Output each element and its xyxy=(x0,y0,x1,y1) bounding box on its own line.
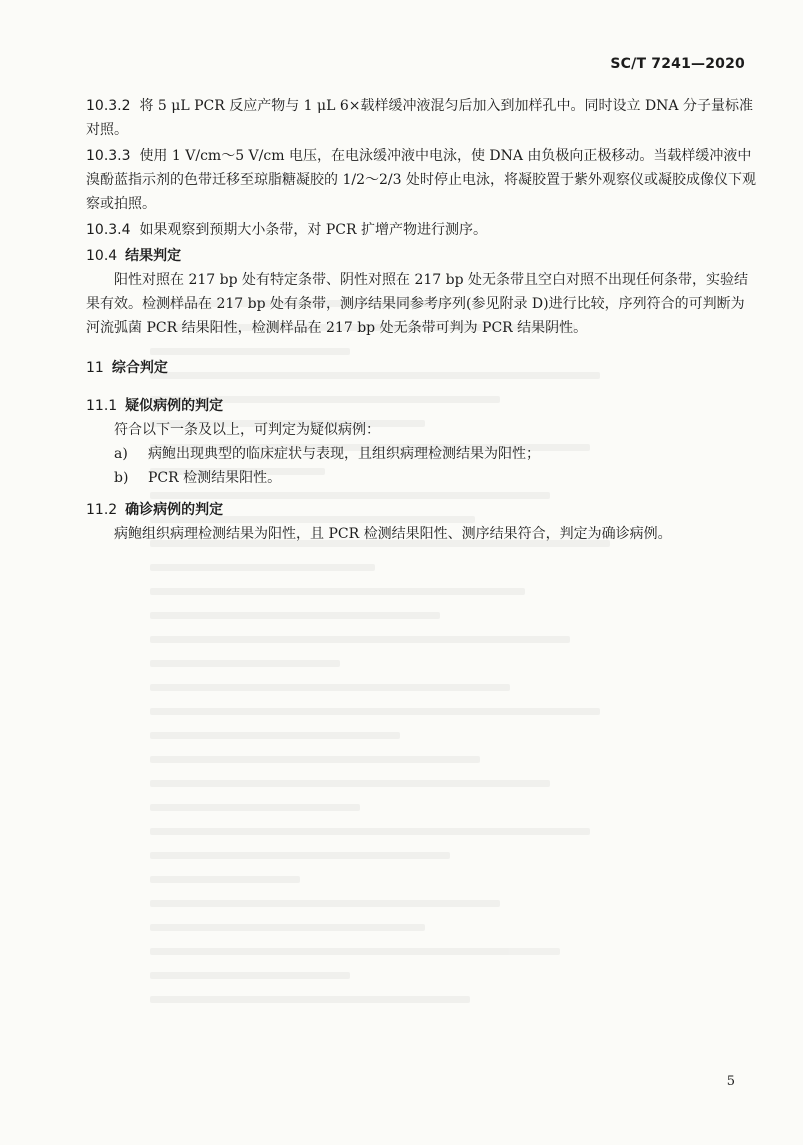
clause-10-3-3 xyxy=(86,144,756,216)
clause-text: 如果观察到预期大小条带，对 PCR 扩增产物进行测序。 xyxy=(139,222,488,238)
clause-number: 10.3.2 xyxy=(86,98,131,114)
heading-11 xyxy=(86,356,756,380)
list-marker: a) xyxy=(114,446,128,462)
list-item xyxy=(86,442,756,466)
clause-text: 使用 1 V/cm～5 V/cm 电压，在电泳缓冲液中电泳，使 DNA 由负极向正极移动。当载样缓冲液中溴酚蓝指示剂的色带迁移至琼脂糖凝胶的 1/2～2/3 处时停止电泳，将凝胶置于紫外观察仪或凝胶成像仪下观察或拍照。 xyxy=(86,148,756,212)
list-item-text: 病鲍出现典型的临床症状与表现，且组织病理检测结果为阳性； xyxy=(148,446,540,462)
suspected-intro: 符合以下一条及以上，可判定为疑似病例： xyxy=(114,422,380,438)
heading-number: 11.2 xyxy=(86,502,118,518)
confirmed-case-text: 病鲍组织病理检测结果为阳性，且 PCR 检测结果阳性、测序结果符合，判定为确诊病例。 xyxy=(114,526,672,542)
heading-number: 10.4 xyxy=(86,248,118,264)
heading-title: 确诊病例的判定 xyxy=(125,502,224,518)
heading-11-1 xyxy=(86,394,756,418)
standard-code: SC/T 7241—2020 xyxy=(610,56,745,72)
list-item xyxy=(86,466,756,490)
body-content xyxy=(86,94,756,546)
heading-title: 疑似病例的判定 xyxy=(125,398,224,414)
heading-11-2 xyxy=(86,498,756,522)
heading-10-4 xyxy=(86,244,756,268)
clause-10-3-4 xyxy=(86,218,756,242)
heading-number: 11.1 xyxy=(86,398,118,414)
clause-10-3-2 xyxy=(86,94,756,142)
clause-text: 将 5 μL PCR 反应产物与 1 μL 6×载样缓冲液混匀后加入到加样孔中。同时设立 DNA 分子量标准对照。 xyxy=(86,98,753,138)
clause-number: 10.3.3 xyxy=(86,148,131,164)
result-judgment-text: 阳性对照在 217 bp 处有特定条带、阴性对照在 217 bp 处无条带且空白对照不出现任何条带，实验结果有效。检测样品在 217 bp 处有条带，测序结果同参考序列(参见附录 D)进行比较，序列符合的可判断为河流弧菌 PCR 结果阳性，检测样品在 217 bp 处无条带可判为 PCR 结果阴性。 xyxy=(86,272,748,336)
heading-title: 综合判定 xyxy=(111,360,168,376)
page-number: 5 xyxy=(726,1074,735,1089)
heading-title: 结果判定 xyxy=(125,248,182,264)
heading-number: 11 xyxy=(86,360,104,376)
list-item-text: PCR 检测结果阳性。 xyxy=(148,470,282,486)
list-marker: b) xyxy=(114,470,129,486)
clause-number: 10.3.4 xyxy=(86,222,131,238)
